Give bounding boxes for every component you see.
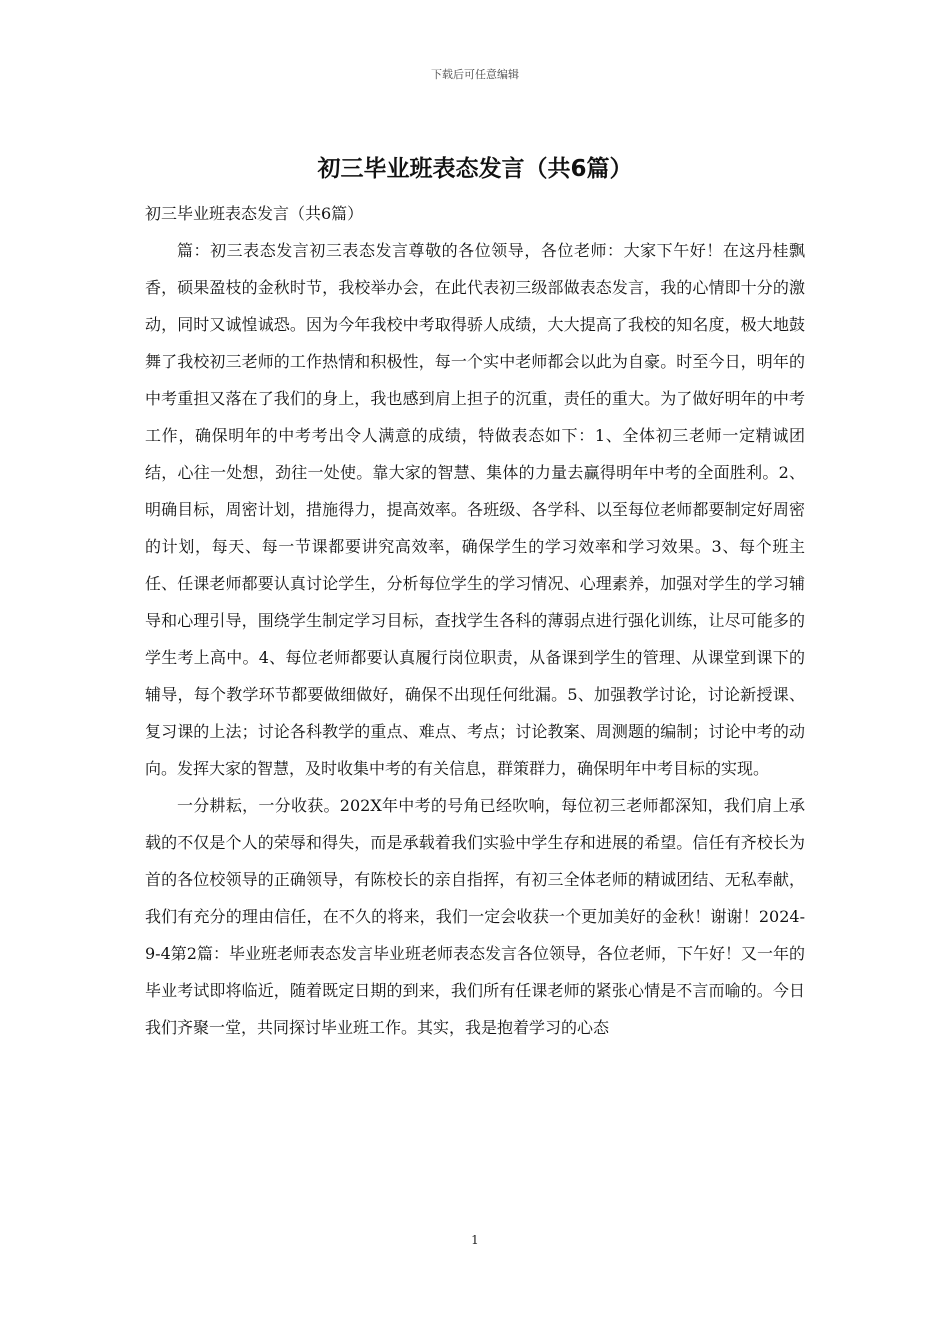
paragraph: 篇：初三表态发言初三表态发言尊敬的各位领导，各位老师：大家下午好！在这丹桂飘香，硕果盈枝的金秋时节，我校举办会，在此代表初三级部做表态发言，我的心情即十分的激动，同时又诚惶诚恐。因为今年我校中考取得骄人成绩，大大提高了我校的知名度，极大地鼓舞了我校初三老师的工作热情和积极性，每一个实中老师都会以此为自豪。时至今日，明年的中考重担又落在了我们的身上，我也感到肩上担子的沉重，责任的重大。为了做好明年的中考工作，确保明年的中考考出令人满意的成绩，特做表态如下：1、全体初三老师一定精诚团结，心往一处想，劲往一处使。靠大家的智慧、集体的力量去赢得明年中考的全面胜利。2、明确目标，周密计划，措施得力，提高效率。各班级、各学科、以至每位老师都要制定好周密的计划，每天、每一节课都要讲究高效率，确保学生的学习效率和学习效果。3、每个班主任、任课老师都要认真讨论学生，分析每位学生的学习情况、心理素养，加强对学生的学习辅导和心理引导，围绕学生制定学习目标，查找学生各科的薄弱点进行强化训练，让尽可能多的学生考上高中。4、每位老师都要认真履行岗位职责，从备课到学生的管理、从课堂到课下的辅导，每个教学环节都要做细做好，确保不出现任何纰漏。5、加强教学讨论，讨论新授课、复习课的上法；讨论各科教学的重点、难点、考点；讨论教案、周测题的编制；讨论中考的动向。发挥大家的智慧，及时收集中考的有关信息，群策群力，确保明年中考目标的实现。	[145, 241, 805, 778]
document-title: 初三毕业班表态发言（共6篇）	[317, 156, 633, 182]
paragraph: 一分耕耘，一分收获。202X年中考的号角已经吹响，每位初三老师都深知，我们肩上承载的不仅是个人的荣辱和得失，而是承载着我们实验中学生存和进展的希望。信任有齐校长为首的各位校领导的正确领导，有陈校长的亲自指挥，有初三全体老师的精诚团结、无私奉献，我们有充分的理由信任，在不久的将来，我们一定会收获一个更加美好的金秋！谢谢！2024-9-4第2篇：毕业班老师表态发言毕业班老师表态发言各位领导，各位老师，下午好！又一年的毕业考试即将临近，随着既定日期的到来，我们所有任课老师的紧张心情是不言而喻的。今日我们齐聚一堂，共同探讨毕业班工作。其实，我是抱着学习的心态	[145, 796, 805, 1037]
header-note: 下载后可任意编辑	[431, 68, 519, 81]
page-number: 1	[471, 1233, 479, 1247]
document-subtitle: 初三毕业班表态发言（共6篇）	[145, 204, 364, 223]
document-body	[145, 195, 805, 1046]
